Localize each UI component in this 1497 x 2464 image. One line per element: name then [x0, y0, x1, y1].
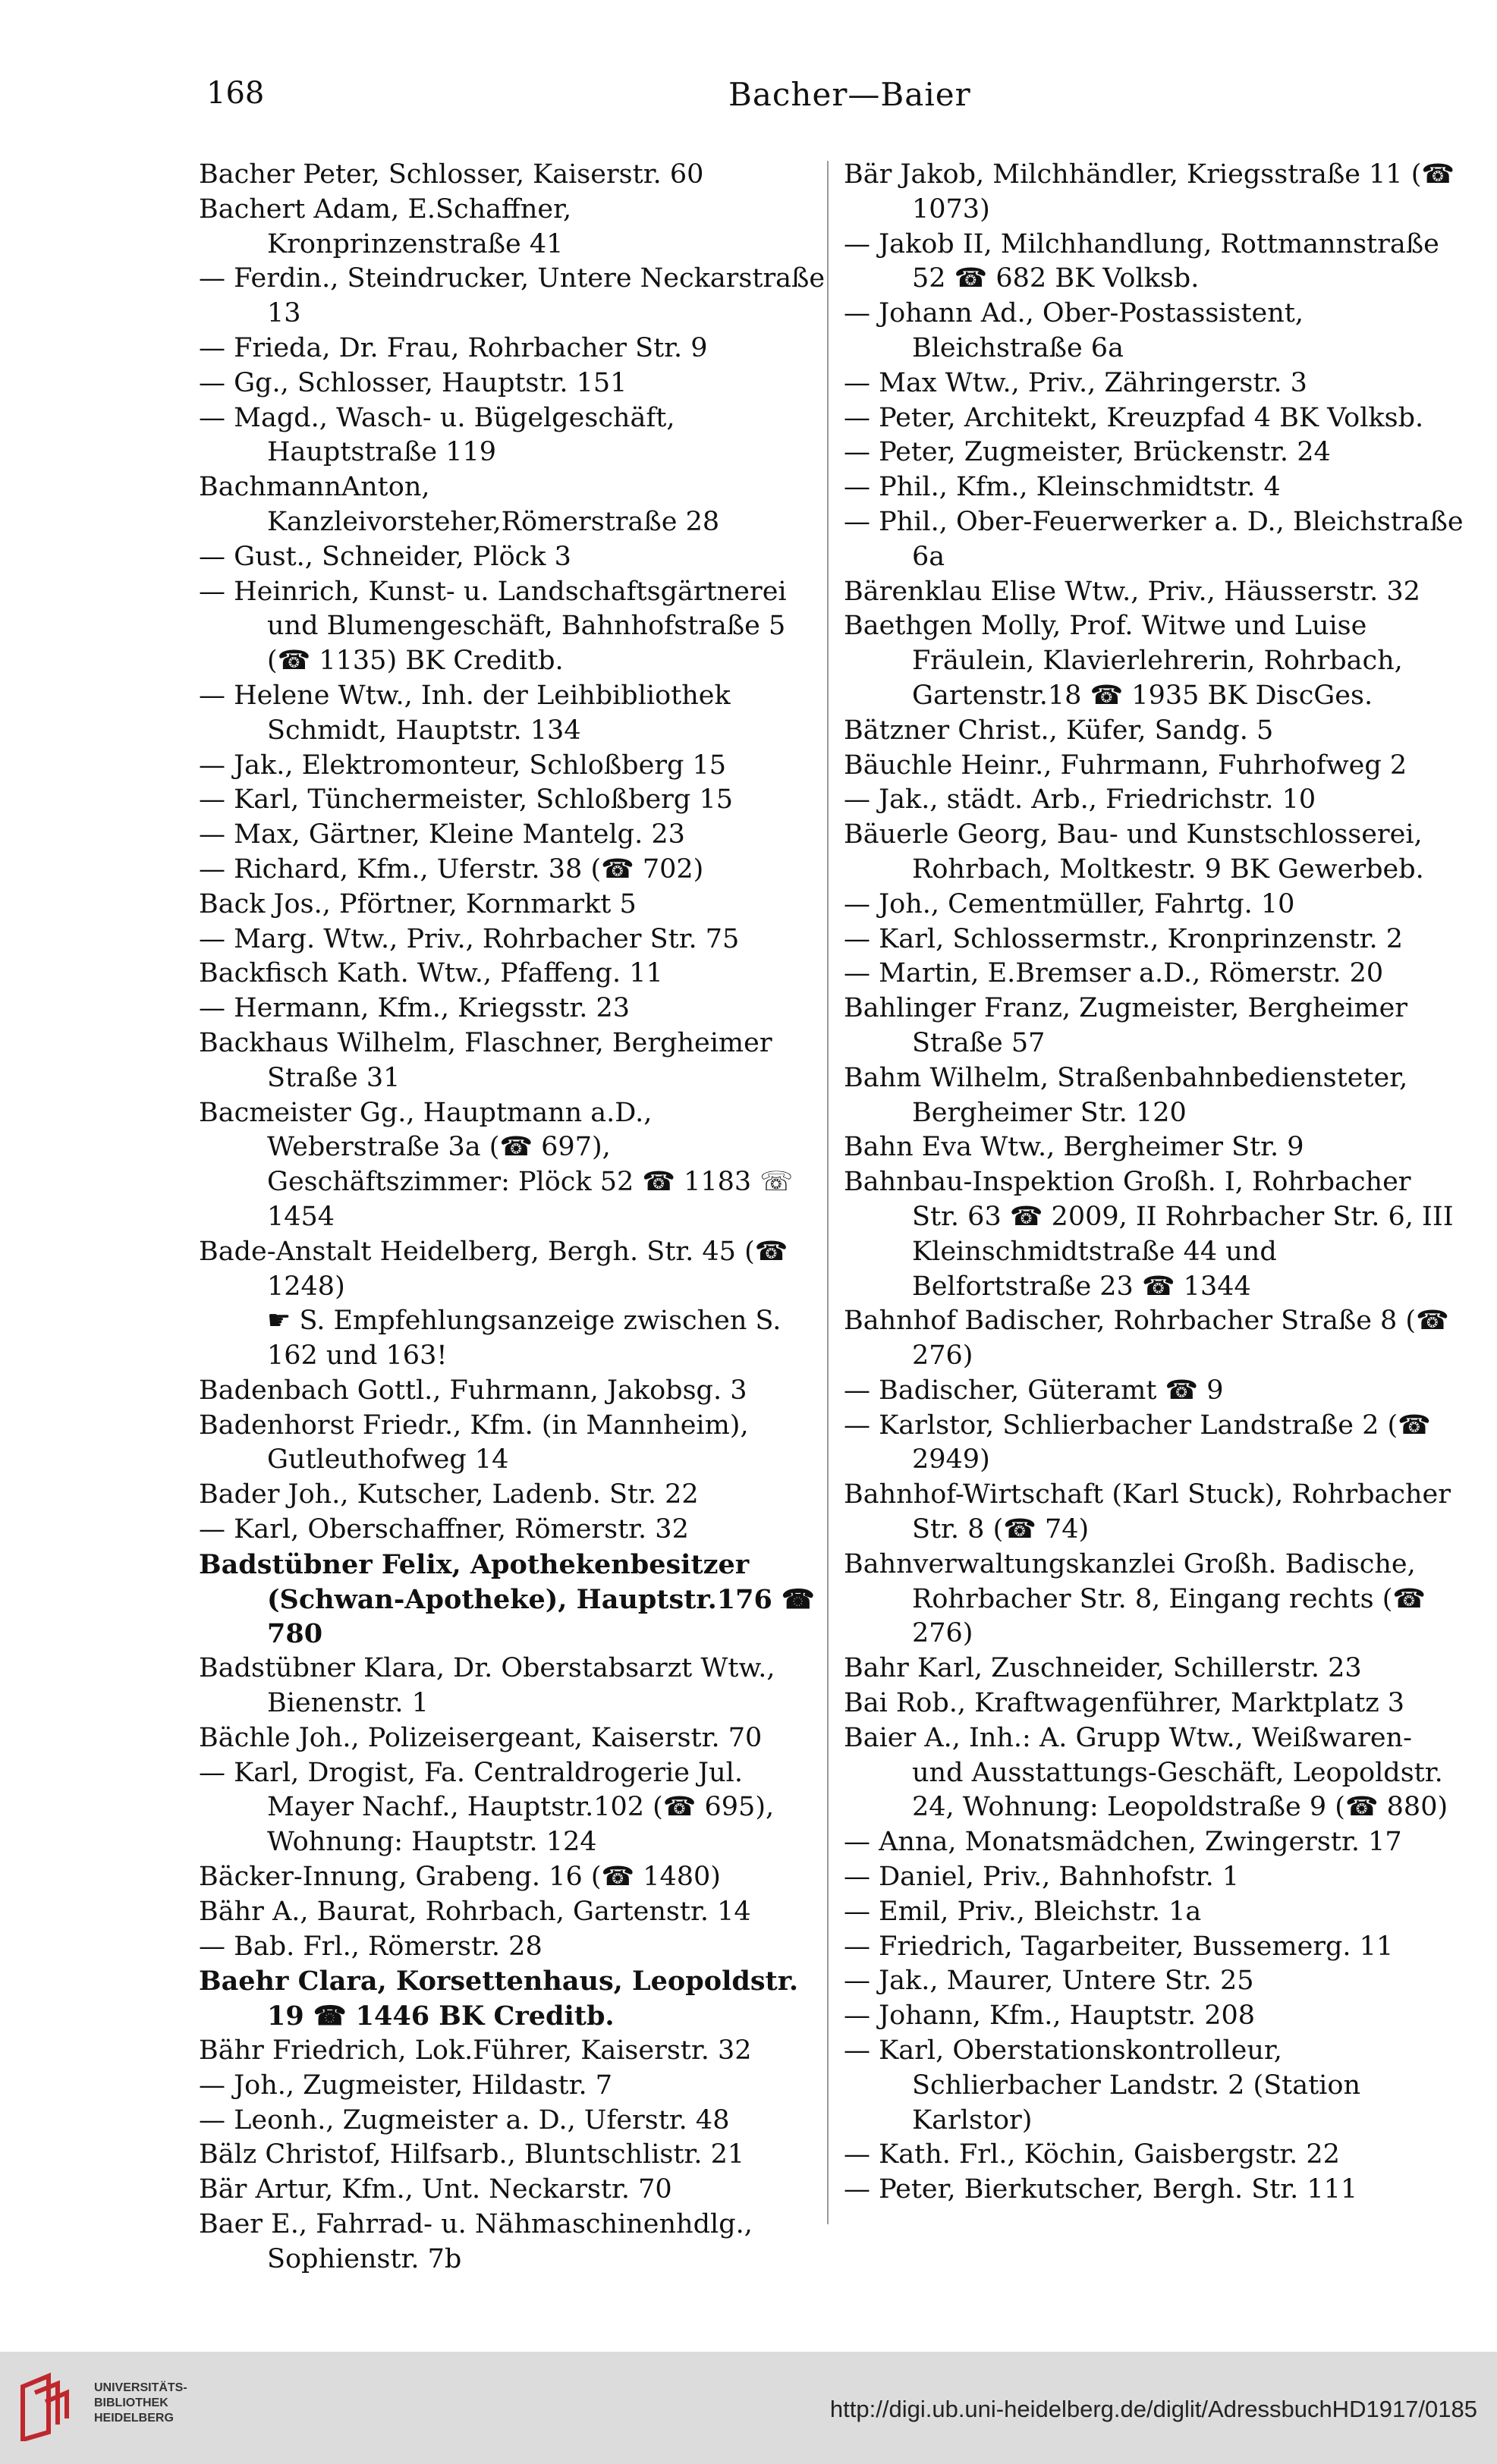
directory-entry: — Gust., Schneider, Plöck 3	[199, 541, 571, 572]
directory-entry: Baethgen Molly, Prof. Witwe und Luise Fräulein, Klavierlehrerin, Rohrbach, Gartenstr.18 ☎ 1935 BK DiscGes.	[844, 611, 1403, 711]
directory-entry: Bachert Adam, E.Schaffner, Kronprinzenstraße 41	[199, 193, 572, 259]
directory-entry: Bähr Friedrich, Lok.Führer, Kaiserstr. 32	[199, 2035, 752, 2066]
directory-entry: Badenbach Gottl., Fuhrmann, Jakobsg. 3	[199, 1375, 747, 1406]
page-number: 168	[206, 76, 265, 111]
column-divider	[827, 161, 829, 2224]
institution-line: BIBLIOTHEK	[94, 2396, 168, 2409]
directory-entry: Bähr A., Baurat, Rohrbach, Gartenstr. 14	[199, 1896, 751, 1927]
directory-entry: — Hermann, Kfm., Kriegsstr. 23	[199, 993, 630, 1024]
directory-entry: — Friedrich, Tagarbeiter, Bussemerg. 11	[844, 1931, 1394, 1962]
right-column	[844, 158, 1464, 2208]
directory-entry: Backhaus Wilhelm, Flaschner, Bergheimer Straße 31	[199, 1027, 772, 1093]
directory-entry: Bätzner Christ., Küfer, Sandg. 5	[844, 715, 1274, 746]
directory-entry: Bälz Christof, Hilfsarb., Bluntschlistr. 21	[199, 2139, 745, 2170]
directory-entry: Badstübner Felix, Apothekenbesitzer (Schwan-Apotheke), Hauptstr.176 ☎ 780	[199, 1548, 815, 1650]
directory-entry: Bahnhof Badischer, Rohrbacher Straße 8 (☎ 276)	[844, 1306, 1449, 1372]
directory-entry: Baier A., Inh.: A. Grupp Wtw., Weißwaren- und Ausstattungs-Geschäft, Leopoldstr. 24, Wohnung: Leopoldstraße 9 (☎ 880)	[844, 1722, 1448, 1823]
directory-entry: Badstübner Klara, Dr. Oberstabsarzt Wtw., Bienenstr. 1	[199, 1653, 775, 1719]
directory-entry: Bahnhof-Wirtschaft (Karl Stuck), Rohrbacher Str. 8 (☎ 74)	[844, 1479, 1451, 1545]
directory-entry: Bacmeister Gg., Hauptmann a.D., Weberstraße 3a (☎ 697), Geschäftszimmer: Plöck 52 ☎ 1183 ☏ 1454	[199, 1097, 794, 1232]
directory-entry: — Peter, Architekt, Kreuzpfad 4 BK Volksb.	[844, 402, 1424, 433]
directory-entry: — Karlstor, Schlierbacher Landstraße 2 (☎ 2949)	[844, 1410, 1431, 1476]
directory-entry: — Phil., Kfm., Kleinschmidtstr. 4	[844, 472, 1281, 503]
directory-entry: — Jakob II, Milchhandlung, Rottmannstraße 52 ☎ 682 BK Volksb.	[844, 228, 1439, 294]
library-logo-icon	[18, 2371, 86, 2441]
directory-entry: — Magd., Wasch- u. Bügelgeschäft, Hauptstraße 119	[199, 402, 675, 468]
directory-entry: — Martin, E.Bremser a.D., Römerstr. 20	[844, 958, 1384, 989]
directory-entry: BachmannAnton, Kanzleivorsteher,Römerstraße 28	[199, 472, 720, 537]
directory-entry: — Frieda, Dr. Frau, Rohrbacher Str. 9	[199, 332, 708, 363]
directory-entry: — Badischer, Güteramt ☎ 9	[844, 1375, 1224, 1406]
directory-entry: Baehr Clara, Korsettenhaus, Leopoldstr. 19 ☎ 1446 BK Creditb.	[199, 1966, 799, 2032]
directory-entry: ☛ S. Empfehlungsanzeige zwischen S. 162 und 163!	[267, 1306, 782, 1372]
institution-line: HEIDELBERG	[94, 2412, 174, 2425]
directory-entry: — Bab. Frl., Römerstr. 28	[199, 1931, 543, 1962]
directory-entry: Bahr Karl, Zuschneider, Schillerstr. 23	[844, 1653, 1362, 1684]
directory-entry: — Heinrich, Kunst- u. Landschaftsgärtnerei und Blumengeschäft, Bahnhofstraße 5 (☎ 1135) BK Creditb.	[199, 576, 787, 677]
directory-entry: — Joh., Cementmüller, Fahrtg. 10	[844, 888, 1295, 919]
directory-entry: — Karl, Drogist, Fa. Centraldrogerie Jul. Mayer Nachf., Hauptstr.102 (☎ 695), Wohnung: Hauptstr. 124	[199, 1757, 775, 1858]
directory-entry: — Ferdin., Steindrucker, Untere Neckarstraße 13	[199, 263, 826, 329]
running-title: Bacher—Baier	[728, 76, 971, 113]
directory-entry: Bär Artur, Kfm., Unt. Neckarstr. 70	[199, 2174, 672, 2205]
directory-entry: Bäcker-Innung, Grabeng. 16 (☎ 1480)	[199, 1862, 721, 1893]
directory-entry: — Daniel, Priv., Bahnhofstr. 1	[844, 1862, 1240, 1893]
directory-entry: — Joh., Zugmeister, Hildastr. 7	[199, 2070, 612, 2101]
directory-entry: — Emil, Priv., Bleichstr. 1a	[844, 1896, 1202, 1927]
institution-line: UNIVERSITÄTS-	[94, 2381, 187, 2394]
directory-entry: Back Jos., Pförtner, Kornmarkt 5	[199, 888, 637, 919]
directory-entry: — Peter, Bierkutscher, Bergh. Str. 111	[844, 2174, 1358, 2205]
directory-entry: — Peter, Zugmeister, Brückenstr. 24	[844, 437, 1331, 468]
directory-entry: — Kath. Frl., Köchin, Gaisbergstr. 22	[844, 2139, 1340, 2170]
left-column	[199, 158, 829, 2277]
directory-entry: — Jak., städt. Arb., Friedrichstr. 10	[844, 784, 1316, 816]
institution-name	[94, 2381, 187, 2426]
directory-entry: Bächle Joh., Polizeisergeant, Kaiserstr. 70	[199, 1722, 763, 1753]
directory-entry: Bäuchle Heinr., Fuhrmann, Fuhrhofweg 2	[844, 750, 1407, 781]
directory-entry: Bahlinger Franz, Zugmeister, Bergheimer Straße 57	[844, 993, 1408, 1058]
directory-entry: Bacher Peter, Schlosser, Kaiserstr. 60	[199, 159, 704, 190]
directory-entry: Bahnbau-Inspektion Großh. I, Rohrbacher Str. 63 ☎ 2009, II Rohrbacher Str. 6, III Kleinschmidtstraße 44 und Belfortstraße 23 ☎ 1344	[844, 1167, 1454, 1302]
directory-entry: — Leonh., Zugmeister a. D., Uferstr. 48	[199, 2104, 730, 2136]
directory-entry: — Anna, Monatsmädchen, Zwingerstr. 17	[844, 1827, 1402, 1858]
directory-entry: — Max Wtw., Priv., Zähringerstr. 3	[844, 367, 1307, 398]
directory-entry: Bär Jakob, Milchhändler, Kriegsstraße 11 (☎ 1073)	[844, 159, 1455, 225]
directory-entry: — Phil., Ober-Feuerwerker a. D., Bleichstraße 6a	[844, 506, 1464, 572]
directory-entry: — Jak., Elektromonteur, Schloßberg 15	[199, 750, 727, 781]
directory-entry: Bärenklau Elise Wtw., Priv., Häusserstr. 32	[844, 576, 1420, 607]
directory-entry: — Helene Wtw., Inh. der Leihbibliothek Schmidt, Hauptstr. 134	[199, 680, 731, 746]
directory-entry: — Marg. Wtw., Priv., Rohrbacher Str. 75	[199, 923, 740, 954]
directory-entry: Bai Rob., Kraftwagenführer, Marktplatz 3	[844, 1688, 1405, 1719]
directory-entry: — Karl, Oberstationskontrolleur, Schlierbacher Landstr. 2 (Station Karlstor)	[844, 2035, 1360, 2136]
directory-entry: — Karl, Tünchermeister, Schloßberg 15	[199, 784, 733, 816]
directory-entry: Bader Joh., Kutscher, Ladenb. Str. 22	[199, 1479, 699, 1510]
directory-entry: — Richard, Kfm., Uferstr. 38 (☎ 702)	[199, 853, 704, 885]
footer-band	[0, 2352, 1497, 2464]
directory-entry: Bäuerle Georg, Bau- und Kunstschlosserei, Rohrbach, Moltkestr. 9 BK Gewerbeb.	[844, 819, 1424, 885]
directory-entry: — Karl, Oberschaffner, Römerstr. 32	[199, 1514, 689, 1545]
directory-entry: — Max, Gärtner, Kleine Mantelg. 23	[199, 819, 685, 850]
directory-entry: — Johann, Kfm., Hauptstr. 208	[844, 2000, 1256, 2032]
directory-entry: Bahm Wilhelm, Straßenbahnbediensteter, Bergheimer Str. 120	[844, 1062, 1408, 1128]
directory-entry: Bade-Anstalt Heidelberg, Bergh. Str. 45 (☎ 1248)	[199, 1236, 788, 1302]
directory-entry: Backfisch Kath. Wtw., Pfaffeng. 11	[199, 958, 663, 989]
source-url[interactable]: http://digi.ub.uni-heidelberg.de/diglit/AdressbuchHD1917/0185	[829, 2396, 1477, 2422]
directory-entry: Badenhorst Friedr., Kfm. (in Mannheim), Gutleuthofweg 14	[199, 1410, 749, 1476]
directory-entry: — Gg., Schlosser, Hauptstr. 151	[199, 367, 627, 398]
directory-entry: Bahn Eva Wtw., Bergheimer Str. 9	[844, 1132, 1304, 1163]
directory-entry: Baer E., Fahrrad- u. Nähmaschinenhdlg., Sophienstr. 7b	[199, 2209, 753, 2274]
directory-entry: Bahnverwaltungskanzlei Großh. Badische, Rohrbacher Str. 8, Eingang rechts (☎ 276)	[844, 1548, 1426, 1649]
directory-entry: — Karl, Schlossermstr., Kronprinzenstr. 2	[844, 923, 1404, 954]
directory-entry: — Johann Ad., Ober-Postassistent, Bleichstraße 6a	[844, 298, 1304, 363]
directory-entry: — Jak., Maurer, Untere Str. 25	[844, 1966, 1254, 1997]
